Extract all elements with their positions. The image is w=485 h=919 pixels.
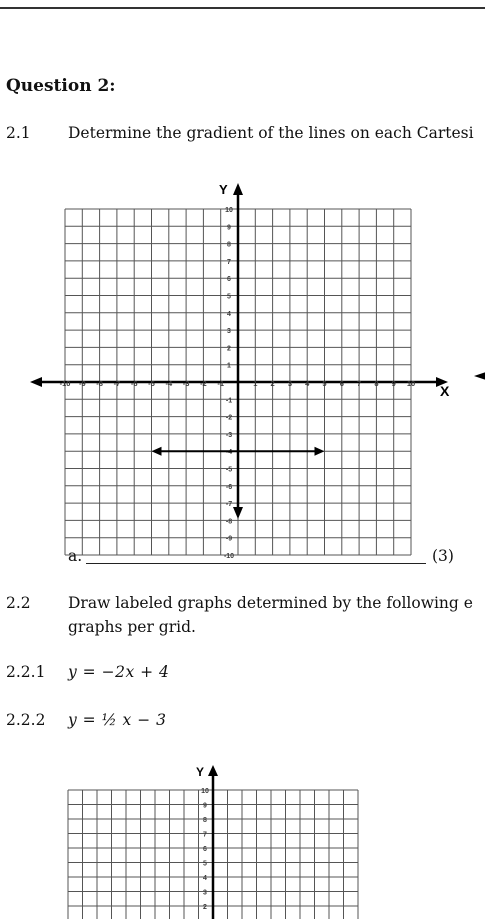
question-text-line-2: graphs per grid. (68, 618, 196, 636)
x-axis-arrow-left (30, 377, 42, 387)
plotted-line-arrow-left (152, 447, 162, 456)
y-tick-label: 8 (227, 241, 231, 249)
x-tick-label: 6 (339, 379, 344, 388)
x-tick-label: -2 (200, 379, 207, 388)
answer-label: a. (68, 547, 83, 565)
x-tick-label: -8 (96, 379, 103, 388)
equation: y = −2x + 4 (68, 663, 170, 681)
y-tick-label: 7 (227, 258, 231, 266)
y-tick-label: 5 (203, 860, 207, 868)
top-rule (0, 7, 485, 9)
x-tick-label: -9 (78, 379, 86, 388)
y-tick-label: 6 (227, 276, 231, 284)
x-tick-label: -3 (182, 379, 190, 388)
y-axis-arrow-down (233, 507, 243, 519)
x-tick-label: 7 (357, 379, 362, 388)
x-tick-label: 10 (406, 379, 416, 388)
y-tick-label: -6 (225, 483, 233, 491)
question-number: 2.2.2 (6, 711, 46, 729)
question-heading: Question 2: (6, 76, 116, 96)
y-tick-label: 8 (203, 817, 207, 824)
x-tick-label: -4 (165, 379, 173, 388)
question-number: 2.2 (6, 594, 31, 612)
y-tick-label: -4 (225, 449, 233, 457)
x-tick-label: 8 (374, 379, 379, 388)
y-tick-label: 1 (227, 362, 231, 370)
y-tick-label: -3 (225, 431, 233, 439)
y-tick-label: -9 (225, 535, 233, 543)
y-tick-label: -1 (225, 397, 233, 405)
y-tick-label: -8 (225, 518, 233, 526)
y-tick-label: 10 (201, 788, 209, 795)
x-tick-label: 3 (287, 379, 292, 388)
y-tick-label: -10 (223, 553, 235, 560)
y-tick-label: 2 (203, 904, 207, 911)
y-axis-label: Y (219, 182, 228, 197)
y-tick-label: -2 (225, 414, 233, 422)
y-tick-label: 7 (203, 831, 207, 839)
x-tick-label: 2 (270, 379, 275, 388)
x-tick-label: -10 (59, 379, 71, 388)
y-tick-label: -5 (225, 466, 233, 474)
y-tick-label: 6 (203, 846, 207, 853)
y-tick-label: 2 (227, 345, 231, 353)
y-tick-label: 3 (227, 328, 231, 336)
x-tick-label: 4 (305, 379, 310, 388)
cartesian-grid-2 (0, 760, 485, 919)
x-tick-label: 5 (322, 379, 327, 388)
x-tick-label: -6 (130, 379, 138, 388)
y-tick-label: 4 (227, 310, 231, 318)
cartesian-grid-1 (0, 175, 485, 560)
y-tick-label: 9 (227, 224, 231, 232)
equation: y = ½ x − 3 (68, 711, 167, 729)
question-number: 2.1 (6, 124, 31, 142)
y-axis-label: Y (196, 765, 205, 779)
y-tick-label: 5 (227, 293, 231, 301)
x-tick-label: 9 (391, 379, 396, 388)
marks: (3) (432, 547, 454, 565)
x-tick-label: -1 (217, 379, 225, 388)
x-axis-label: X (440, 383, 450, 399)
y-axis-arrow-up (233, 183, 243, 195)
y-axis-arrow-up (208, 765, 218, 776)
answer-blank[interactable] (86, 563, 426, 564)
question-text-line-1: Draw labeled graphs determined by the following e (68, 594, 473, 612)
x-tick-label: -7 (113, 379, 121, 388)
cropped-arrow-icon (474, 372, 485, 380)
x-tick-label: 1 (253, 379, 258, 388)
y-tick-label: 10 (225, 207, 233, 214)
y-tick-label: 3 (203, 889, 207, 897)
y-tick-label: -7 (225, 501, 233, 509)
question-number: 2.2.1 (6, 663, 46, 681)
y-tick-label: 9 (203, 802, 207, 810)
x-tick-label: -5 (148, 379, 155, 388)
plotted-line-arrow-right (315, 447, 325, 456)
y-tick-label: 4 (203, 875, 207, 882)
question-text: Determine the gradient of the lines on each Cartesi (68, 124, 474, 142)
